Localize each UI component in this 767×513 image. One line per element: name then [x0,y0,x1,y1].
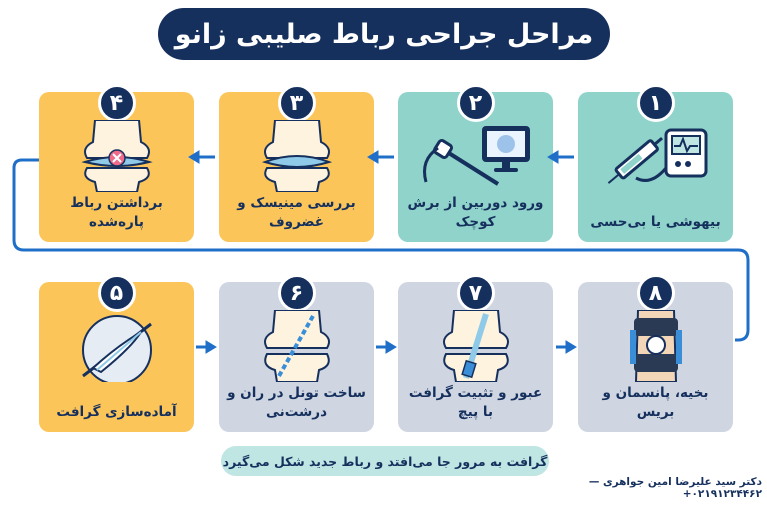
arrow-right-icon [556,341,576,353]
step-label: عبور و تثبیت گرافت با پیچ [408,385,543,420]
flow-connector [14,160,748,340]
arrow-left-icon [368,151,394,163]
step-label: ورود دوربین از برش کوچک [407,195,544,230]
step-number-badge: ۵ [98,274,136,312]
arrow-right-icon [376,341,396,353]
step-label: بیهوشی یا بی‌حسی [590,214,721,230]
step-number-badge: ۳ [278,84,316,122]
author-credit: دکتر سید علیرضا امین جواهری — ۰۲۱۹۱۲۳۴۴۶۲+ [588,476,762,500]
step-number-badge: ۶ [278,274,316,312]
step-number-badge: ۴ [98,84,136,122]
step-number-badge: ۷ [457,274,495,312]
page-title: مراحل جراحی رباط صلیبی زانو [158,8,610,60]
step-label: بررسی مینیسک و غضروف [237,195,356,230]
step-label: برداشتن رباط پاره‌شده [70,195,163,230]
step-label: ساخت تونل در ران و درشت‌نی [227,385,366,420]
step-number-badge: ۸ [637,274,675,312]
step-number-badge: ۲ [457,84,495,122]
step-number-badge: ۱ [637,84,675,122]
arrow-right-icon [196,341,216,353]
arrow-left-icon [189,151,215,163]
footer-note: گرافت به مرور جا می‌افتد و رباط جدید شکل می‌گیرد [221,446,549,476]
arrow-left-icon [548,151,574,163]
step-label: آماده‌سازی گرافت [56,404,177,420]
step-label: بخیه، پانسمان و بریس [602,385,709,420]
